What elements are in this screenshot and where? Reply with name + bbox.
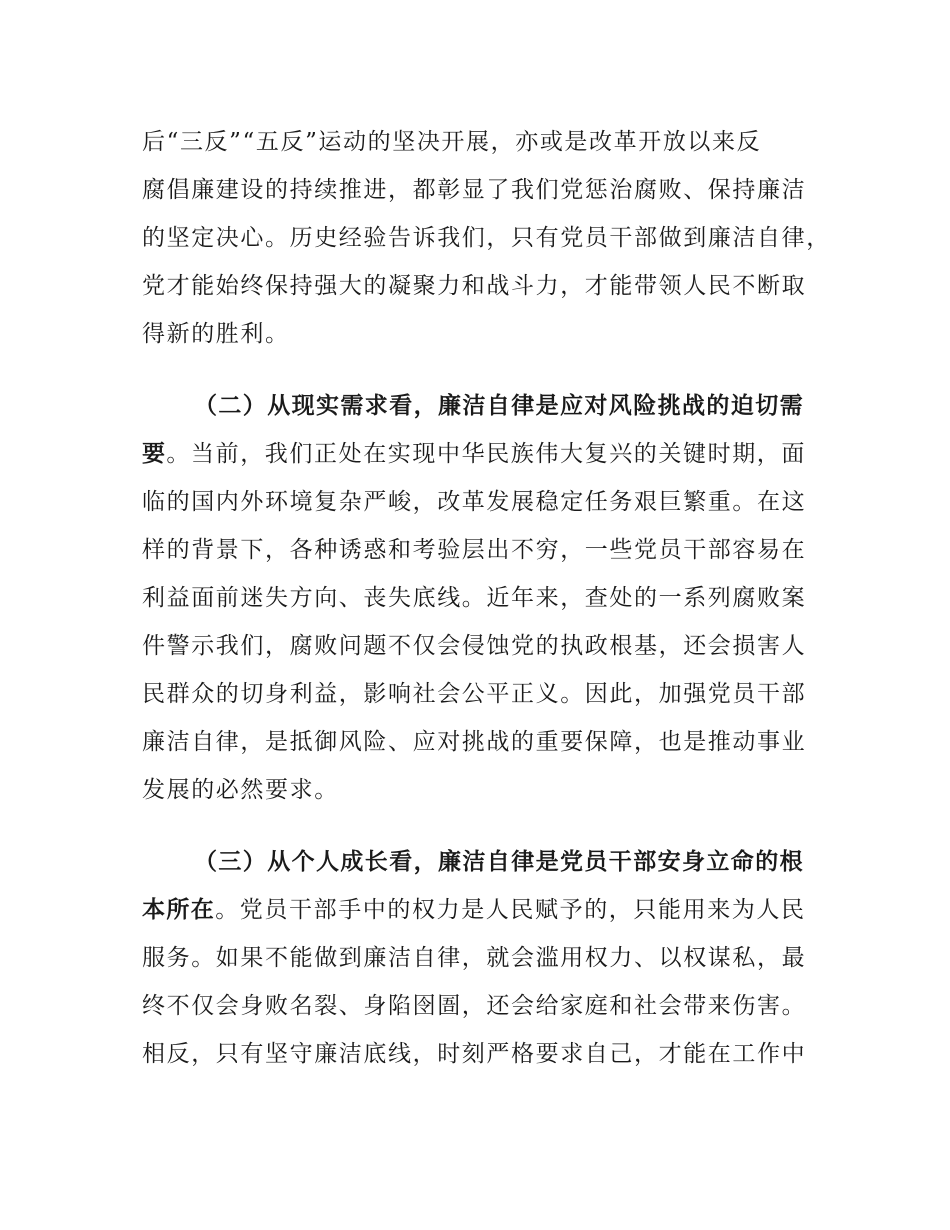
section-heading-tail: 要 — [142, 441, 167, 467]
paragraph-line: 党才能始终保持强大的凝聚力和战斗力，才能带领人民不断取 — [142, 273, 807, 299]
section-heading: （三）从个人成长看，廉洁自律是党员干部安身立命的根 — [194, 849, 804, 875]
section-heading-tail: 本所在 — [142, 897, 216, 923]
heading-line — [142, 382, 814, 430]
paragraph-2 — [142, 382, 814, 814]
paragraph-line: 临的国内外环境复杂严峻，改革发展稳定任务艰巨繁重。在这 — [142, 489, 807, 515]
paragraph-1 — [142, 118, 831, 358]
paragraph-line: 的坚定决心。历史经验告诉我们，只有党员干部做到廉洁自律， — [142, 225, 831, 251]
paragraph-line: 发展的必然要求。 — [142, 777, 339, 803]
paragraph-text: 。党员干部手中的权力是人民赋予的，只能用来为人民 — [215, 897, 806, 923]
paragraph-line — [142, 886, 814, 934]
paragraph-line — [142, 430, 814, 478]
paragraph-line: 服务。如果不能做到廉洁自律，就会滥用权力、以权谋私，最 — [142, 945, 807, 971]
paragraph-line: 终不仅会身败名裂、身陷囹圄，还会给家庭和社会带来伤害。 — [142, 993, 807, 1019]
paragraph-line: 廉洁自律，是抵御风险、应对挑战的重要保障，也是推动事业 — [142, 729, 807, 755]
paragraph-line: 民群众的切身利益，影响社会公平正义。因此，加强党员干部 — [142, 681, 807, 707]
paragraph-text: 。当前，我们正处在实现中华民族伟大复兴的关键时期，面 — [166, 441, 807, 467]
paragraph-3 — [142, 838, 814, 1078]
paragraph-line: 后“三反”“五反”运动的坚决开展，亦或是改革开放以来反 — [142, 129, 762, 155]
paragraph-line: 得新的胜利。 — [142, 321, 290, 347]
paragraph-line: 样的背景下，各种诱惑和考验层出不穷，一些党员干部容易在 — [142, 537, 807, 563]
heading-line — [142, 838, 814, 886]
paragraph-line: 腐倡廉建设的持续推进，都彰显了我们党惩治腐败、保持廉洁 — [142, 177, 807, 203]
paragraph-line: 利益面前迷失方向、丧失底线。近年来，查处的一系列腐败案 — [142, 585, 807, 611]
paragraph-line: 件警示我们，腐败问题不仅会侵蚀党的执政根基，还会损害人 — [142, 633, 807, 659]
paragraph-line: 相反，只有坚守廉洁底线，时刻严格要求自己，才能在工作中 — [142, 1041, 807, 1067]
section-heading: （二）从现实需求看，廉洁自律是应对风险挑战的迫切需 — [194, 393, 804, 419]
